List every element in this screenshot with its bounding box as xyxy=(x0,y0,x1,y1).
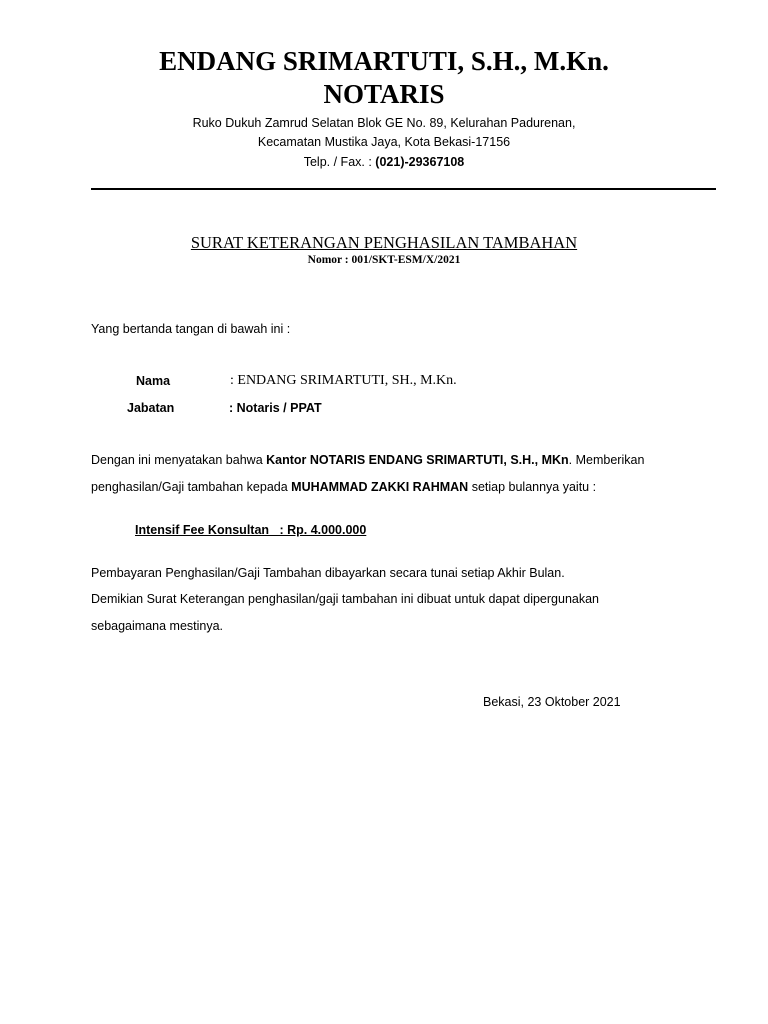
phone-label: Telp. / Fax. : xyxy=(303,155,376,169)
field-label-nama: Nama xyxy=(136,374,171,388)
closing-line-2: sebagaimana mestinya. xyxy=(91,619,224,633)
statement-text-4: setiap bulannya yaitu : xyxy=(468,480,597,494)
field-value-nama: : ENDANG SRIMARTUTI, SH., M.Kn. xyxy=(230,373,457,388)
address-line-2: Kecamatan Mustika Jaya, Kota Bekasi-17156 xyxy=(257,135,511,149)
notary-role-heading: NOTARIS xyxy=(323,79,445,109)
phone-number: (021)-29367108 xyxy=(375,155,465,169)
payment-text: Pembayaran Penghasilan/Gaji Tambahan dibayarkan secara tunai setiap Akhir Bulan. xyxy=(91,566,565,580)
letter-number: Nomor : 001/SKT-ESM/X/2021 xyxy=(307,254,461,266)
recipient-name: MUHAMMAD ZAKKI RAHMAN xyxy=(291,480,469,494)
field-label-jabatan: Jabatan xyxy=(127,401,175,415)
statement-text-3: penghasilan/Gaji tambahan kepada xyxy=(91,480,292,494)
statement-line-2 xyxy=(91,480,596,494)
office-name: Kantor NOTARIS ENDANG SRIMARTUTI, S.H., MKn xyxy=(266,453,569,467)
fee-amount: Intensif Fee Konsultan : Rp. 4.000.000 xyxy=(135,523,367,537)
intro-text: Yang bertanda tangan di bawah ini : xyxy=(91,322,291,336)
phone-line xyxy=(0,155,768,169)
statement-text-1: Dengan ini menyatakan bahwa xyxy=(91,453,267,467)
letterhead-divider xyxy=(91,188,716,190)
closing-line-1: Demikian Surat Keterangan penghasilan/gaji tambahan ini dibuat untuk dapat dipergunakan xyxy=(91,592,599,606)
letter-title: SURAT KETERANGAN PENGHASILAN TAMBAHAN xyxy=(190,233,578,252)
place-date: Bekasi, 23 Oktober 2021 xyxy=(483,695,621,709)
statement-text-2: . Memberikan xyxy=(568,453,645,467)
statement-line-1 xyxy=(91,453,644,467)
address-line-1: Ruko Dukuh Zamrud Selatan Blok GE No. 89, Kelurahan Padurenan, xyxy=(192,116,576,130)
notary-name-heading: ENDANG SRIMARTUTI, S.H., M.Kn. xyxy=(159,46,609,76)
field-value-jabatan: : Notaris / PPAT xyxy=(229,401,322,415)
